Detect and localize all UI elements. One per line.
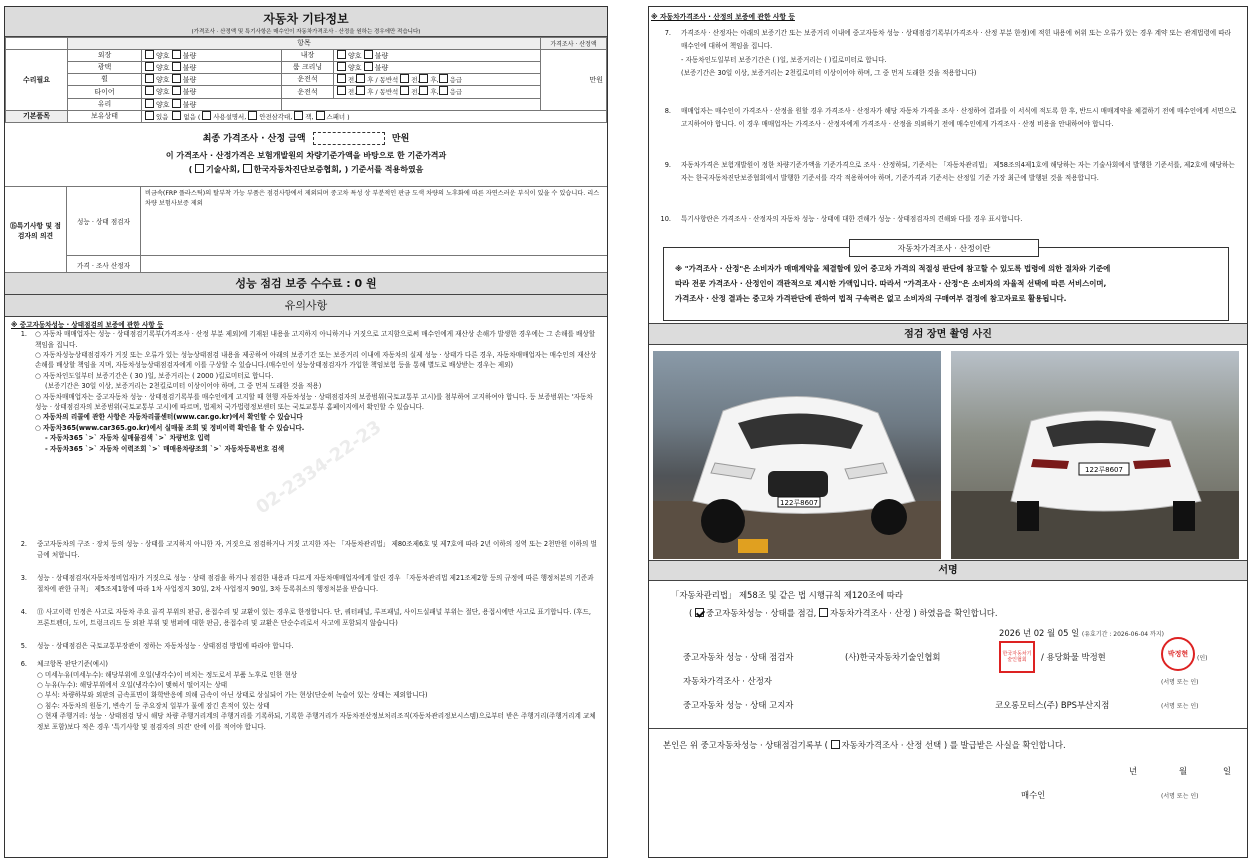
note-9: 9. 자동차가격은 보험개발원이 정한 차량기준가액을 기준가격으로 조사 · 산정하되, 기준서는 「자동차관리법」 제58조의4제1호에 해당하는 자는 기술사회에서 발행한 기준서를, 제2호에 해당하는 자는 한국자동차진단보증협회에서 발행한 기준서를 각각 적용하여야 하며, 기준가격과 기준서는 산정일 기준 가장 최근에 발행된 것을 적용합니다.: [664, 161, 1235, 183]
receipt-section: [649, 729, 1247, 809]
photo-section: [649, 345, 1247, 561]
checkbox[interactable]: [419, 74, 428, 83]
checkbox[interactable]: [400, 74, 409, 83]
final-amount-section: 최종 가격조사 · 산정 금액 만원 이 가격조사 · 산정가격은 보험개발원의 차량기준가액을 바탕으로 한 기준가격과 ( 기술사회, 한국자동차진단보증협회, ) 기준서를 적용하였음: [5, 123, 607, 187]
price-header: 가격조사 · 산정액: [541, 38, 607, 50]
buyer-label: 매수인: [1021, 790, 1046, 800]
signature-section: 「자동차관리법」 제58조 및 같은 법 시행규칙 제120조에 따라 ( 중고자동차성능 · 상태를 점검, 자동차가격조사 · 산정 ) 하였음을 확인합니다. 2026 년 02 월 05 일 (유효기간 : 2026-06-04 까지) 중고자동차 성능 · 상태 점검자 (사)한국자동차기술인협회 한국자동차기술인협회 / 용당화물 박정현 박정현 (인) 자동차가격조사 · 산정자 (서명 또는 인) 중고자동차 성능 · 상태 고지자 코오롱모터스(주) BPS부산지점 (서명 또는 인): [649, 581, 1247, 729]
checkbox[interactable]: [172, 62, 181, 71]
receipt-text: 본인은 위 중고자동차성능 · 상태점검기록부 ( 자동차가격조사 · 산정 선택 ) 를 발급받은 사실을 확인합니다.: [663, 740, 1066, 750]
checkbox[interactable]: [356, 74, 365, 83]
note-7: 7. 가격조사 · 산정자는 아래의 보증기간 또는 보증거리 이내에 중고자동차 성능 · 상태점검기록부(가격조사 · 산정 부분 한정)에 적힌 내용에 허위 또는 오류가 있는 경우 계약 또는 관계법령에 따라 매수인에 대하여 책임을 집니다. - 자동차인도일부터 보증기간은 ( )일, 보증거리는 ( )킬로미터로 합니다. (보증기간은 30일 이상, 보증거리는 2천킬로미터 이상이어야 하며, 그 중 먼저 도래한 것을 적용합니다): [664, 29, 1232, 78]
checkbox[interactable]: [172, 50, 181, 59]
price-definition-box: [649, 233, 1247, 323]
checkbox[interactable]: [172, 74, 181, 83]
row-label: 운전석: [282, 73, 334, 86]
row-label: 휠: [68, 73, 142, 86]
checkbox[interactable]: [294, 111, 303, 120]
basic-item: 보유상태: [68, 110, 142, 123]
price-warranty-subtitle: ※ 자동차가격조사 · 산정의 보증에 관한 사항 등: [651, 13, 795, 21]
amount-field[interactable]: [313, 132, 385, 145]
checkbox[interactable]: [337, 86, 346, 95]
checkbox[interactable]: [172, 111, 181, 120]
confirm-line: ( 중고자동차성능 · 상태를 점검, 자동차가격조사 · 산정 ) 하였음을 확인합니다.: [689, 608, 998, 618]
repair-label: 수리필요: [6, 49, 68, 110]
perf-inspector-label: 성능 · 상태 점검자: [67, 187, 141, 255]
watermark: 02-2334-22-23: [252, 416, 386, 519]
other-info-header: [5, 7, 607, 37]
inspector-label: 중고자동차 성능 · 상태 점검자: [683, 652, 794, 662]
basis-line-1: 이 가격조사 · 산정가격은 보험개발원의 차량기준가액을 바탕으로 한 기준가격과: [165, 151, 447, 161]
checkbox[interactable]: [145, 74, 154, 83]
right-page: [648, 6, 1248, 858]
row-label: 광택: [68, 61, 142, 73]
row-label: 타이어: [68, 86, 142, 99]
notifier-name: 코오롱모터스(주) BPS부산지점: [995, 700, 1110, 710]
checkbox[interactable]: [439, 86, 448, 95]
price-inspector-label: 가격 · 조사 산정자: [67, 255, 141, 273]
perf-opinion: 비금속(FRP 플라스틱)의 탈부착 가능 부품은 점검사항에서 제외되며 중고차 특성 상 부분적인 판금 도색 차량의 노후화에 따른 자연스러운 부식이 있을 수 있습니다. 리스차량 보험사보증 제외: [145, 190, 600, 208]
box-text: ※ "가격조사 · 산정"은 소비자가 매매계약을 체결함에 있어 중고차 가격의 적절성 판단에 참고할 수 있도록 법령에 의한 절차와 기준에 따라 전문 가격조사 · 산정인이 객관적으로 제시한 가액입니다. 따라서 "가격조사 · 산정"은 소비자의 자율적 선택에 따른 서비스이며, 가격조사 · 산정 결과는 중고차 가격판단에 관하여 법적 구속력은 없고 소비자의 구매여부 결정에 참고자료로 활용됩니다.: [675, 264, 1111, 303]
checkbox[interactable]: [172, 86, 181, 95]
sign-or-seal: (서명 또는 인): [1161, 679, 1199, 686]
checkbox[interactable]: [400, 86, 409, 95]
checkbox[interactable]: [145, 50, 154, 59]
page-title: 자동차 기타정보: [263, 12, 349, 26]
special-label: ⑮특기사항 및 점검자의 의견: [5, 187, 67, 273]
sign-or-seal: (서명 또는 인): [1161, 703, 1199, 710]
checkbox[interactable]: [145, 86, 154, 95]
date: 2026 년 02 월 05 일 (유효기간 : 2026-06-04 까지): [999, 628, 1164, 638]
notifier-label: 중고자동차 성능 · 상태 고지자: [683, 700, 794, 710]
inspection-table: 항목 가격조사 · 산정액 수리필요 외장 양호 불량 내장 양호 불량 만원 광택 양호 불량 룸 크리닝 양호 불량 휠 양호 불량 운전석 전, 후 / 동반석 전, 후, 응급 타이어 양호 불량 운전석 전, 후 / 동반석 전, 후, 응급 유리 양호 불량 기본품목 보유상태 있음 없음 ( 사용설명서, 안전삼각대, 잭, 스패너 ): [5, 37, 607, 123]
checkbox[interactable]: [202, 111, 211, 120]
checkbox[interactable]: [172, 99, 181, 108]
page-subtitle: (가격조사 · 산정액 및 특기사항은 매수인이 자동차가격조사 · 산정을 원하는 경우에만 적습니다): [191, 29, 421, 35]
left-page: [4, 6, 608, 858]
org-seal: 한국자동차기술인협회: [999, 641, 1035, 673]
final-won: 만원: [391, 134, 410, 145]
inspector-org: (사)한국자동차기술인협회: [845, 652, 941, 662]
checkbox[interactable]: [243, 164, 252, 173]
checkbox[interactable]: [356, 86, 365, 95]
front-plate: 122루8607: [780, 499, 818, 507]
checkbox[interactable]: [145, 111, 154, 120]
row-label: 외장: [68, 49, 142, 61]
price-value: 만원: [541, 49, 607, 110]
law-reference: 「자동차관리법」 제58조 및 같은 법 시행규칙 제120조에 따라: [671, 590, 903, 600]
receipt-day: 일: [1223, 766, 1232, 776]
item-header: 항목: [68, 38, 541, 50]
row-label: 내장: [282, 49, 334, 61]
row-label: 룸 크리닝: [282, 61, 334, 73]
checkbox[interactable]: [364, 62, 373, 71]
photo-title: 점검 장면 촬영 사진: [649, 323, 1247, 345]
checkbox[interactable]: [439, 74, 448, 83]
checkbox[interactable]: [316, 111, 325, 120]
checkbox[interactable]: [145, 62, 154, 71]
receipt-month: 월: [1179, 766, 1188, 776]
notice-title: 유의사항: [5, 295, 607, 317]
notice-subtitle: ※ 중고자동차성능 · 상태점검의 보증에 관한 사항 등: [11, 321, 164, 330]
note-10: 10. 특기사항란은 가격조사 · 산정자의 자동차 성능 · 상태에 대한 견해가 성능 · 상태점검자의 견해와 다를 경우 표시합니다.: [660, 215, 1023, 223]
note-8: 8. 매매업자는 매수인이 가격조사 · 산정을 원할 경우 가격조사 · 산정자가 해당 자동차 가격을 조사 · 산정하여 결과를 이 서식에 적도록 한 후, 반드시 매매계약을 체결하기 전에 매수인에게 서면으로 고지하여야 합니다. 이 경우 매매업자는 가격조사 · 산정자에게 가격조사 · 산정을 의뢰하기 전에 매수인에게 가격조사 · 산정 비용을 안내하여야 합니다.: [664, 107, 1237, 129]
inspector-seal: 박정현: [1161, 637, 1195, 671]
row-label: 운전석: [282, 86, 334, 99]
checkbox[interactable]: [831, 740, 840, 749]
checkbox-price[interactable]: [819, 608, 828, 617]
notice-body: ※ 중고자동차성능 · 상태점검의 보증에 관한 사항 등 1. ○ 자동차 매매업자는 성능 · 상태점검기록부(가격조사 · 산정 부분 제외)에 기재된 내용을 고지하지 아니하거나 거짓으로 고지함으로써 매수인에게 재산상 손해가 발생한 경우에는 그 손해를 배상할 책임을 집니다. ○ 자동차성능상태점검자가 거짓 또는 오류가 있는 성능상태점검 내용을 제공하여 아래의 보증기간 또는 보증거리 이내에 자동차의 실제 성능 · 상태가 다른 경우, 자동차매매업자는 매수인의 재산상 손해를 배상할 책임을 지며, 자동차성능상태점검자에게 이를 구상할 수 있습니다.(매수인이 성능상태점검자가 가입한 책임보험 등을 통해 별도로 배상받는 경우는 제외) ○ 자동차인도일부터 보증기간은 ( 30 )일, 보증거리는 ( 2000 )킬로미터로 합니다. (보증기간은 30일 이상, 보증거리는 2천킬로미터 이상이어야 하며, 그 중 먼저 도래한 것을 적용) ○ 자동차매매업자는 중고자동차 성능 · 상태점검기록부를 매수인에게 고지할 때 현행 자동차성능 · 상태점검자의 보증범위(국토교통부 고시)를 첨부하여 고지하여야 합니다. 등 보증범위는 '자동차성능 · 상태점검자의 보증범위(국토교통부 고시)에 따르며, 법제처 국가법령정보센터 또는 국토교통부 홈페이지에서 확인할 수 있습니다. ○ 자동차의 리콜에 관한 사항은 자동차리콜센터(www.car.go.kr)에서 확인할 수 있습니다 ○ 자동차365(www.car365.go.kr)에서 실매물 조회 및 정비이력 확인을 할 수 있습니다. - 자동차365 `>` 자동차 실매물검색 `>` 차량번호 입력 - 자동차365 `>` 자동차 이력조회 `>` 매매용차량조회 `>` 자동차등록번호 검색 2. 중고자동차의 구조 · 장치 등의 성능 · 상태를 고지하지 아니한 자, 거짓으로 점검하거나 거짓 고지한 자는 「자동차관리법」 제80조제6호 및 제7호에 따라 2년 이하의 징역 또는 2천만원 이하의 벌금에 처합니다. 3. 성능 · 상태점검자(자동차정비업자)가 거짓으로 성능 · 상태 점검을 하거나 점검한 내용과 다르게 자동차매매업자에게 알린 경우 「자동차관리법 제21조제2항 등의 규정에 따른 행정처분의 기준과 절차에 관한 규칙」 제5조제1항에 따라 1차 사업정지 30일, 2차 사업정지 90일, 3차 등록취소의 행정처분을 받습니다. 4. ⑪ 사고이력 인정은 사고로 자동차 주요 골격 부위의 판금, 용접수리 및 교환이 있는 경우로 한정합니다. 단, 쿼터패널, 루프패널, 사이드실패널 부위는 절단, 용접시에만 사고로 표기합니다. (후드, 프론트펜더, 도어, 트렁크리드 등 외판 부위 및 범퍼에 대한 판금, 용접수리 및 교환은 단순수리로서 사고에 포함되지 않습니다) 5. 성능 · 상태점검은 국토교통부장관이 정하는 자동차성능 · 상태점검 방법에 따라야 합니다. 6. 체크항목 판단기준(예시) ○ 미세누유(미세누수): 해당부위에 오일(냉각수)이 비치는 정도로서 부품 노후로 인한 현상 ○ 누유(누수): 해당부위에서 오일(냉각수)이 맺혀서 떨어지는 상태 ○ 부식: 차량하부와 외판의 금속표면이 화학반응에 의해 금속이 아닌 상태로 상실되어 가는 현상(단순히 녹슬어 있는 상태는 제외합니다) ○ 침수: 자동차의 원동기, 변속기 등 주요장치 일부가 물에 잠긴 흔적이 있는 상태 ○ 현재 주행거리: 성능 · 상태점검 당시 해당 차량 주행거리계의 주행거리를 기록하되, 기록한 주행거리가 자동차전산정보처리조직(자동차관리정보시스템)으로부터 받은 주행거리(주행거리계 교체 정보 포함)보다 적은 경우 '특기사항 및 점검자의 의견' 란에 이를 적어야 합니다.: [5, 317, 607, 771]
sign-or-seal: (서명 또는 인): [1161, 793, 1199, 800]
basic-label: 기본품목: [6, 110, 68, 123]
box-title: 자동차가격조사 · 산정이란: [849, 239, 1039, 257]
checkbox[interactable]: [364, 50, 373, 59]
fee-band: 성능 점검 보증 수수료 : 0 원: [5, 273, 607, 295]
signature-title: 서명: [649, 561, 1247, 581]
checkbox[interactable]: [195, 164, 204, 173]
checkbox[interactable]: [419, 86, 428, 95]
checkbox[interactable]: [248, 111, 257, 120]
row-label: 유리: [68, 98, 142, 110]
final-amount-label: 최종 가격조사 · 산정 금액: [202, 134, 306, 145]
front-photo: [653, 351, 941, 559]
checkbox[interactable]: [145, 99, 154, 108]
rear-photo: [951, 351, 1239, 559]
checkbox[interactable]: [337, 62, 346, 71]
price-assessor-label: 자동차가격조사 · 산정자: [683, 676, 772, 686]
inspector-name: / 용당화물 박정현: [1041, 652, 1106, 662]
checkbox-inspect[interactable]: [695, 608, 704, 617]
checkbox[interactable]: [337, 50, 346, 59]
special-notes-section: [5, 187, 607, 273]
receipt-year: 년: [1129, 766, 1138, 776]
rear-plate: 122루8607: [1085, 466, 1123, 474]
checkbox[interactable]: [337, 74, 346, 83]
